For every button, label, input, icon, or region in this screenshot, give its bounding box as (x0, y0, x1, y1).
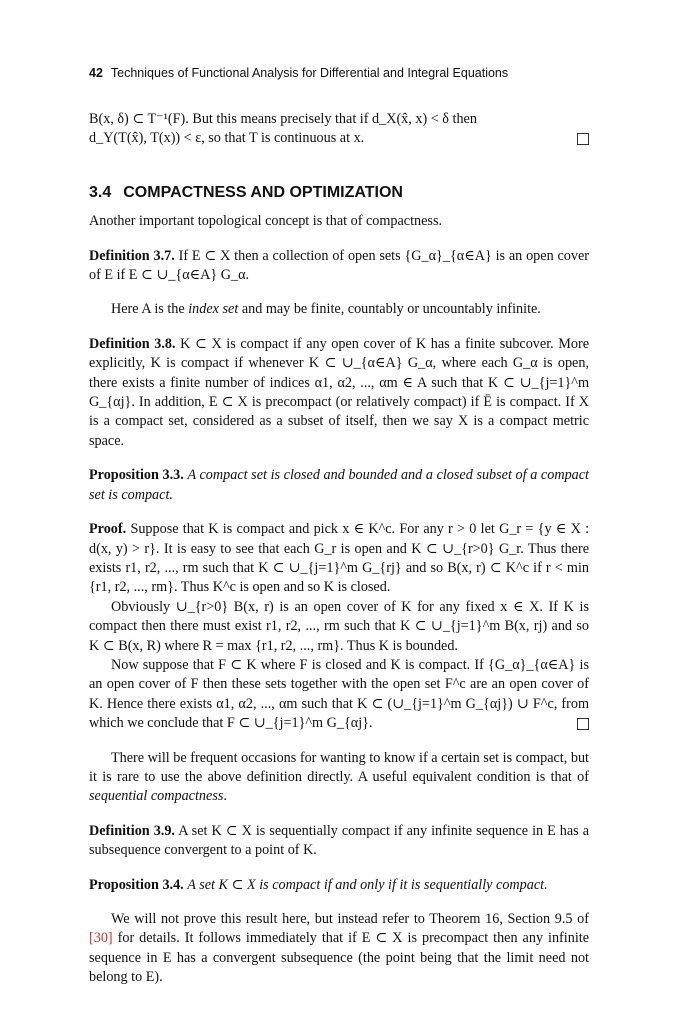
proof-text-3: Now suppose that F ⊂ K where F is closed and K is compact. If {G_α}_{α∈A} is an open cover of F then these sets together with the open set F^c are an open cover of K. Hence there exists α1, α2, ..., αm such that K ⊂ (∪_{j=1}^m G_{αj}) ∪ F^c, from which we conclude that F ⊂ ∪_{j=1}^m G_{αj}. (89, 656, 589, 732)
page-number: 42 (89, 66, 103, 80)
section-number: 3.4 (89, 183, 112, 201)
top-line-2: d_Y(T(x̂), T(x)) < ε, so that T is continuous at x. (89, 130, 365, 147)
qed-icon (577, 718, 589, 730)
definition-text: If E ⊂ X then a collection of open sets {G_α}_{α∈A} is an open cover of E if E ⊂ ∪_{α∈A} G_α. (89, 247, 589, 284)
text-run: for details. It follows immediately that if E ⊂ X is precompact then any infinite sequence in E has a convergent subsequence (the point being that the limit need not belong to E). (89, 930, 589, 986)
definition-text: K ⊂ X is compact if any open cover of K has a finite subcover. More explicitly, K is compact if whenever K ⊂ ∪_{α∈A} G_α, where each G_α is open, there exists a finite number of indices α1, α2, ..., αm ∈ A such that K ⊂ ∪_{j=1}^m G_{αj}. In addition, E ⊂ X is precompact (or relatively compact) if Ē is compact. If X is a compact set, considered as a subset of itself, then we say X is a compact metric space. (89, 335, 589, 449)
proposition-3-4 (89, 876, 589, 895)
definition-label: Definition 3.7. (89, 247, 175, 264)
text-run: . (223, 788, 227, 805)
running-header (89, 66, 508, 80)
text-run: Here A is the (111, 301, 189, 318)
proposition-label: Proposition 3.3. (89, 467, 184, 484)
proposition-text: A compact set is closed and bounded and a closed subset of a compact set is compact. (89, 467, 589, 503)
definition-text: A set K ⊂ X is sequentially compact if any infinite sequence in E has a subsequence convergent to a point of K. (89, 822, 589, 859)
proof-text-1: Suppose that K is compact and pick x ∈ K^c. For any r > 0 let G_r = {y ∈ X : d(x, y) > r}. It is easy to see that each G_r is open and K ⊂ ∪_{r>0} G_r. Thus there exists r1, r2, ..., rm such that K ⊂ ∪_{j=1}^m G_{rj} and so B(x, r) ⊂ K^c if r < min {r1, r2, ..., rm}. Thus K^c is open and so K is closed. (89, 521, 590, 596)
top-line-1: B(x, δ) ⊂ T⁻¹(F). But this means precisely that if d_X(x̂, x) < δ then (89, 111, 477, 127)
emphasis: index set (188, 301, 239, 318)
emphasis: sequential compactness (89, 788, 224, 805)
qed-icon (577, 133, 589, 145)
citation-link[interactable]: [30] (89, 930, 113, 947)
page-body (89, 110, 589, 988)
proposition-text: A set K ⊂ X is compact if and only if it is sequentially compact. (187, 876, 548, 893)
section-heading (89, 183, 589, 202)
index-set-paragraph (89, 300, 589, 319)
top-paragraph (89, 110, 589, 149)
proof-paragraph-1 (89, 520, 589, 598)
proposition-label: Proposition 3.4. (89, 876, 184, 893)
frequent-occasions-paragraph (89, 749, 589, 807)
text-run: There will be frequent occasions for wanting to know if a certain set is compact, but it is rare to use the above definition directly. A useful equivalent condition is that of (89, 749, 589, 785)
definition-3-8 (89, 335, 589, 451)
running-title: Techniques of Functional Analysis for Differential and Integral Equations (110, 66, 509, 80)
proof-label: Proof. (89, 521, 127, 538)
definition-3-9 (89, 822, 589, 861)
intro-paragraph: Another important topological concept is that of compactness. (89, 213, 443, 230)
definition-label: Definition 3.8. (89, 335, 176, 352)
section-title: COMPACTNESS AND OPTIMIZATION (123, 183, 403, 201)
proof-paragraph-2: Obviously ∪_{r>0} B(x, r) is an open cover of K for any fixed x ∈ X. If K is compact then there must exist r1, r2, ..., rm such that K ⊂ ∪_{j=1}^m B(x, rj) and so K ⊂ B(x, R) where R = max {r1, r2, ..., rm}. Thus K is bounded. (89, 598, 589, 654)
definition-3-7 (89, 247, 589, 286)
proof-paragraph-3 (89, 656, 589, 734)
text-run: We will not prove this result here, but instead refer to Theorem 16, Section 9.5 of (111, 911, 589, 927)
proposition-3-3 (89, 466, 589, 505)
final-paragraph (89, 910, 589, 988)
text-run: and may be finite, countably or uncountably infinite. (238, 301, 541, 318)
definition-label: Definition 3.9. (89, 822, 175, 839)
